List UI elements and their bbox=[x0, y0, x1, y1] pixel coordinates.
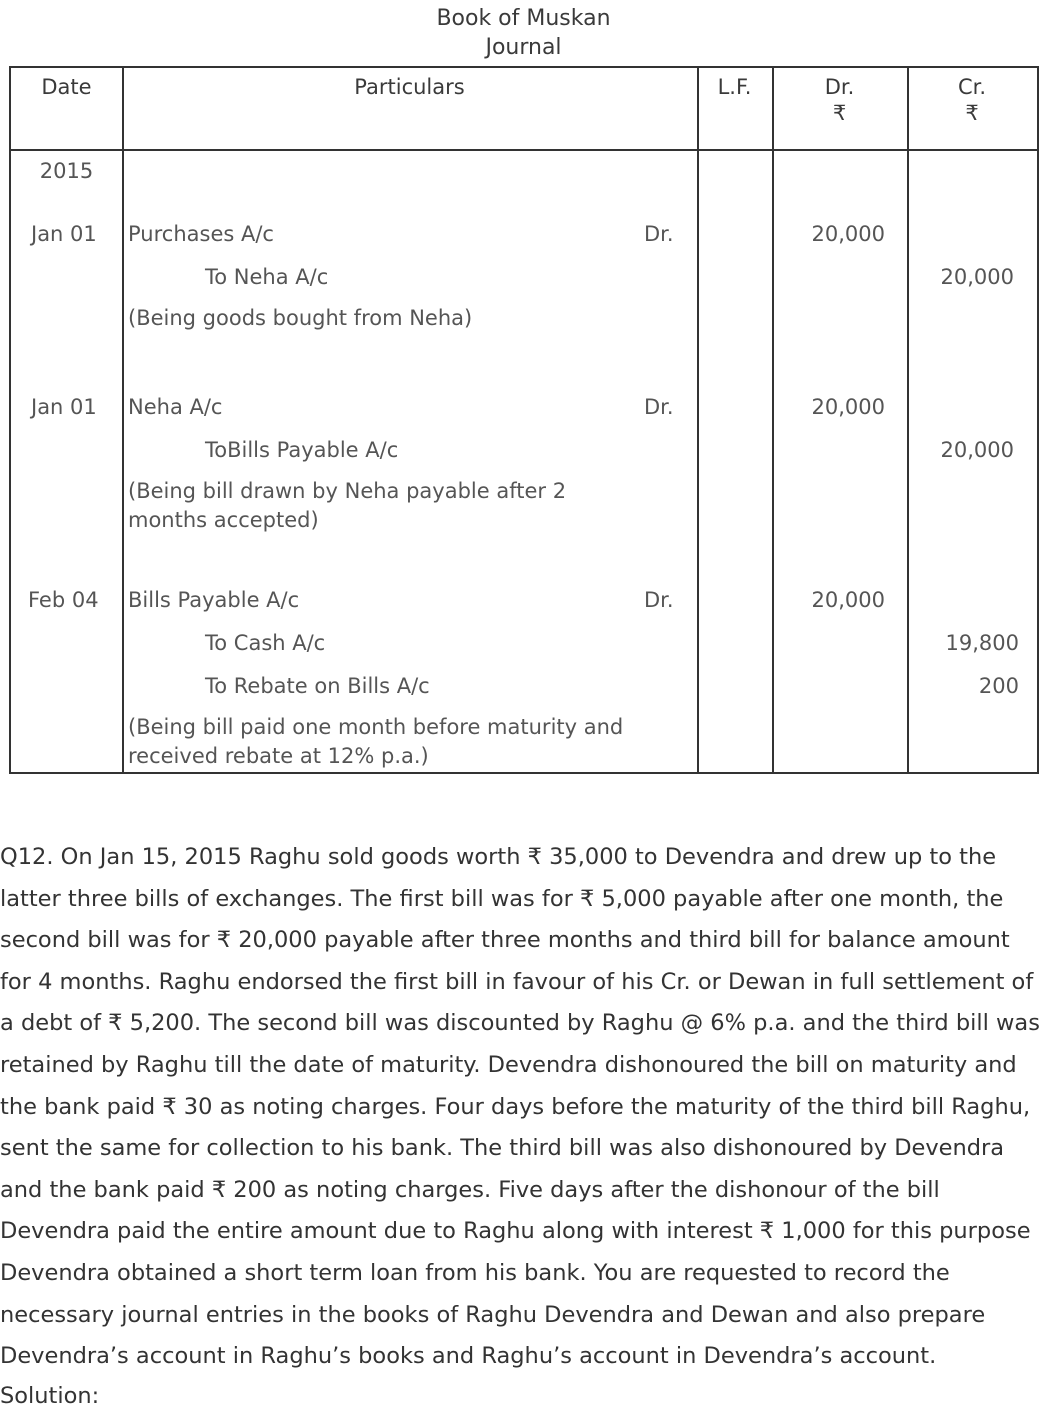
entry-date: Feb 04 bbox=[28, 588, 99, 612]
header-dr-currency: ₹ bbox=[832, 101, 847, 125]
journal-table bbox=[9, 66, 1039, 774]
column-divider-dr bbox=[907, 68, 909, 772]
column-divider-particulars bbox=[697, 68, 699, 772]
credit-account: To Neha A/c bbox=[205, 265, 329, 289]
narration: (Being goods bought from Neha) bbox=[128, 306, 473, 330]
column-divider-date bbox=[122, 68, 124, 772]
cr-amount: 200 bbox=[978, 674, 1019, 698]
dr-marker: Dr. bbox=[644, 395, 674, 419]
column-divider-lf bbox=[772, 68, 774, 772]
header-lf: L.F. bbox=[717, 75, 752, 99]
header-particulars: Particulars bbox=[354, 75, 465, 99]
debit-account: Purchases A/c bbox=[128, 222, 274, 246]
journal-subtitle: Journal bbox=[485, 35, 562, 60]
cr-amount: 20,000 bbox=[940, 265, 1014, 289]
dr-amount: 20,000 bbox=[811, 588, 885, 612]
dr-amount: 20,000 bbox=[811, 222, 885, 246]
credit-account: To Rebate on Bills A/c bbox=[205, 674, 430, 698]
cr-amount: 19,800 bbox=[945, 631, 1019, 655]
debit-account: Bills Payable A/c bbox=[128, 588, 300, 612]
header-cr-label: Cr. bbox=[957, 75, 987, 99]
question-text: Q12. On Jan 15, 2015 Raghu sold goods worth ₹ 35,000 to Devendra and drew up to the latter three bills of exchanges. The first bill was for ₹ 5,000 payable after one month, the second bill was for ₹ 20,000 payable after three months and third bill for balance amount for 4 months. Raghu endorsed the first bill in favour of his Cr. or Dewan in full settlement of a debt of ₹ 5,200. The second bill was discounted by Raghu @ 6% p.a. and the third bill was retained by Raghu till the date of maturity. Devendra dishonoured the bill on maturity and the bank paid ₹ 30 as noting charges. Four days before the maturity of the third bill Raghu, sent the same for collection to his bank. The third bill was also dishonoured by Devendra and the bank paid ₹ 200 as noting charges. Five days after the dishonour of the bill Devendra paid the entire amount due to Raghu along with interest ₹ 1,000 for this purpose Devendra obtained a short term loan from his bank. You are requested to record the necessary journal entries in the books of Raghu Devendra and Dewan and also prepare Devendra’s account in Raghu’s books and Raghu’s account in Devendra’s account. bbox=[0, 844, 1040, 1370]
entry-date: Jan 01 bbox=[31, 395, 97, 419]
cr-amount: 20,000 bbox=[940, 438, 1014, 462]
dr-marker: Dr. bbox=[644, 588, 674, 612]
header-date: Date bbox=[41, 75, 92, 99]
narration: (Being bill drawn by Neha payable after 2 months accepted) bbox=[128, 479, 567, 532]
narration: (Being bill paid one month before maturity and received rebate at 12% p.a.) bbox=[128, 715, 624, 768]
entry-date: Jan 01 bbox=[31, 222, 97, 246]
debit-account: Neha A/c bbox=[128, 395, 223, 419]
header-divider bbox=[11, 149, 1037, 151]
header-cr-currency: ₹ bbox=[965, 101, 979, 125]
solution-label: Solution: bbox=[0, 1383, 100, 1409]
header-dr-label: Dr. bbox=[824, 75, 855, 99]
credit-account: ToBills Payable A/c bbox=[205, 438, 399, 462]
dr-amount: 20,000 bbox=[811, 395, 885, 419]
header-cr bbox=[907, 74, 1037, 126]
header-dr bbox=[772, 74, 907, 126]
book-title: Book of Muskan bbox=[436, 6, 611, 31]
dr-marker: Dr. bbox=[644, 222, 674, 246]
credit-account: To Cash A/c bbox=[205, 631, 326, 655]
year-label: 2015 bbox=[39, 159, 94, 183]
